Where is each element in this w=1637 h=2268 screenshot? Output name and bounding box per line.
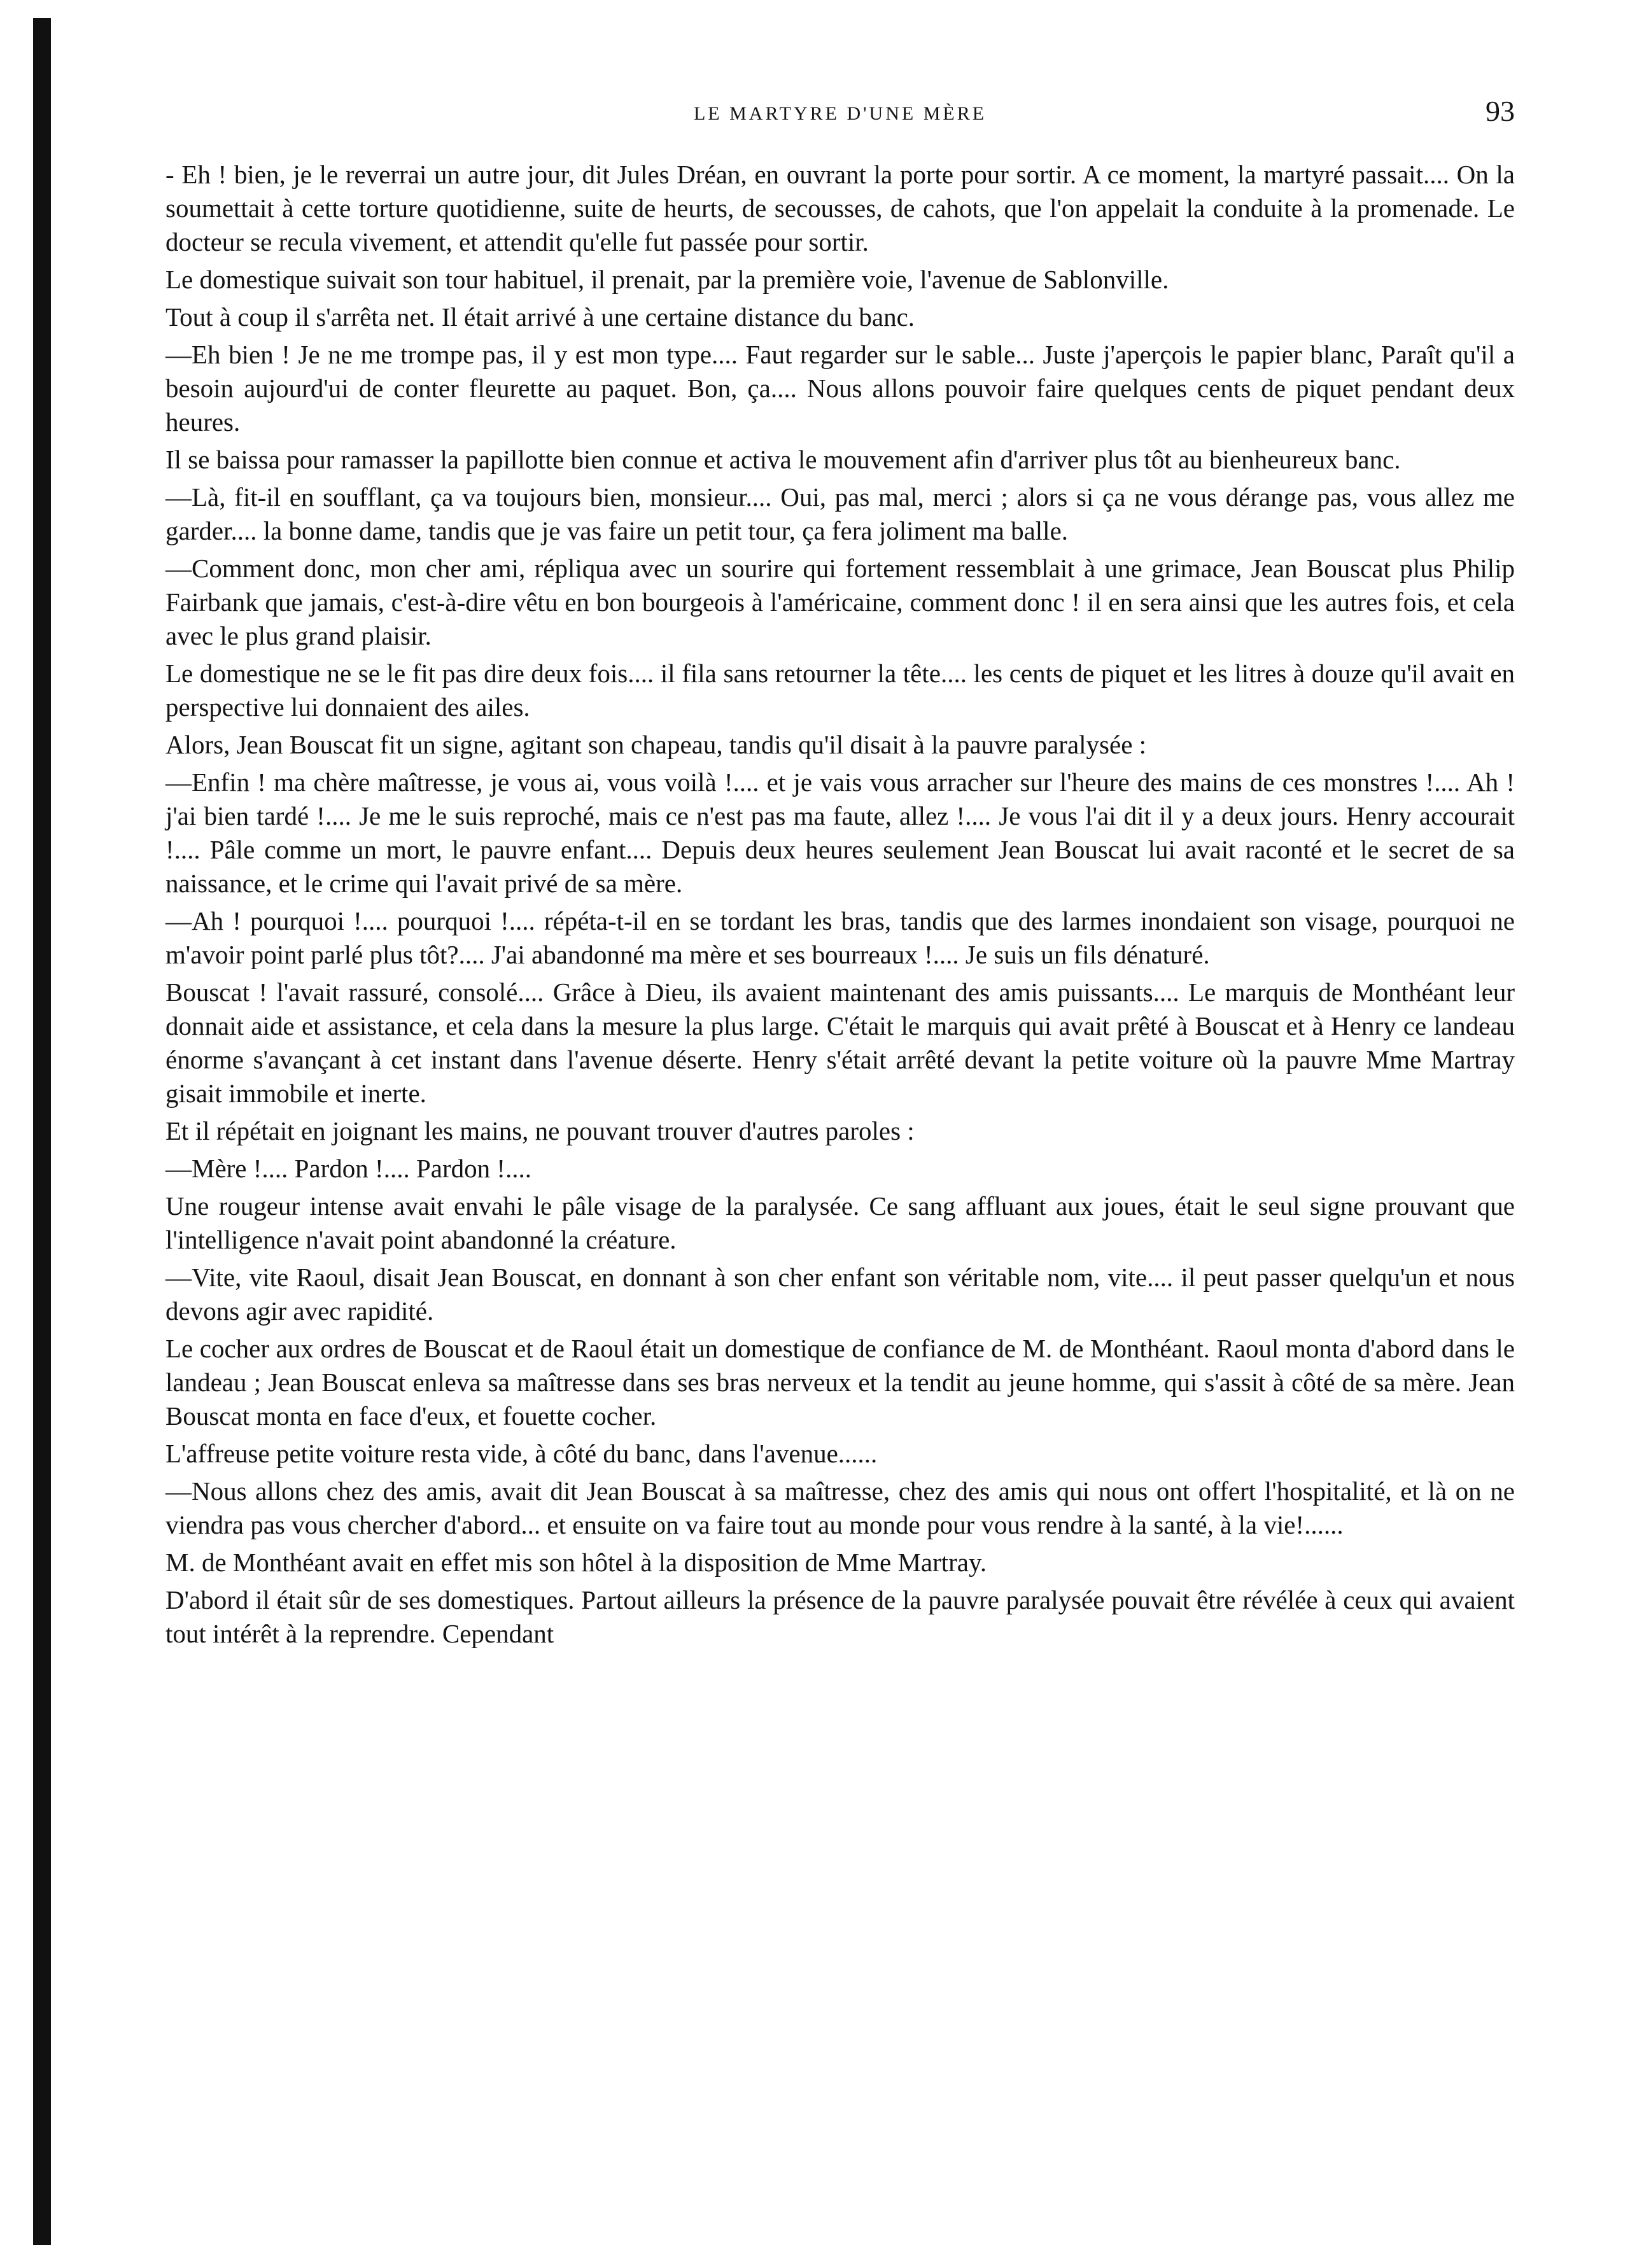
paragraph: - Eh ! bien, je le reverrai un autre jour, dit Jules Dréan, en ouvrant la porte pour sortir. A ce moment, la martyré passait.... On la soumettait à cette torture quotidienne, suite de heurts, de secousses, de cahots, que l'on appelait la conduite à la promenade. Le docteur se recula vivement, et attendit qu'elle fut passée pour sortir. — [165, 160, 1515, 256]
binding-edge-shadow — [33, 18, 51, 2245]
paragraph: —Vite, vite Raoul, disait Jean Bouscat, en donnant à son cher enfant son véritable nom, vite.... il peut passer quelqu'un et nous devons agir avec rapidité. — [165, 1263, 1515, 1326]
paragraph: Alors, Jean Bouscat fit un signe, agitant son chapeau, tandis qu'il disait à la pauvre paralysée : — [165, 730, 1147, 759]
paragraph: —Là, fit-il en soufflant, ça va toujours bien, monsieur.... Oui, pas mal, merci ; alors si ça ne vous dérange pas, vous allez me garder.... la bonne dame, tandis que je vas faire un petit tour, ça fera joliment ma balle. — [165, 482, 1515, 545]
paragraph: —Ah ! pourquoi !.... pourquoi !.... répéta-t-il en se tordant les bras, tandis que des larmes inondaient son visage, pourquoi ne m'avoir point parlé plus tôt?.... J'ai abandonné ma mère et ses bourreaux !.... Je suis un fils dénaturé. — [165, 906, 1515, 969]
body-text — [165, 158, 1515, 1655]
paragraph: Le domestique ne se le fit pas dire deux fois.... il fila sans retourner la tête.... les cents de piquet et les litres à douze qu'il avait en perspective lui donnaient des ailes. — [165, 659, 1515, 722]
paragraph: Tout à coup il s'arrêta net. Il était arrivé à une certaine distance du banc. — [165, 302, 915, 332]
paragraph: M. de Monthéant avait en effet mis son hôtel à la disposition de Mme Martray. — [165, 1548, 987, 1577]
paragraph: Le domestique suivait son tour habituel, il prenait, par la première voie, l'avenue de Sablonville. — [165, 265, 1169, 294]
paragraph: —Mère !.... Pardon !.... Pardon !.... — [165, 1154, 532, 1183]
paragraph: D'abord il était sûr de ses domestiques. Partout ailleurs la présence de la pauvre paralysée pouvait être révélée à ceux qui avaient tout intérêt à la reprendre. Cependant — [165, 1585, 1515, 1648]
page-header — [165, 89, 1515, 140]
paragraph: Le cocher aux ordres de Bouscat et de Raoul était un domestique de confiance de M. de Monthéant. Raoul monta d'abord dans le landeau ; Jean Bouscat enleva sa maîtresse dans ses bras nerveux et la tendit au jeune homme, qui s'assit à côté de sa mère. Jean Bouscat monta en face d'eux, et fouette cocher. — [165, 1334, 1515, 1431]
paragraph: —Eh bien ! Je ne me trompe pas, il y est mon type.... Faut regarder sur le sable... Juste j'aperçois le papier blanc, Paraît qu'il a besoin aujourd'ui de conter fleurette au paquet. Bon, ça.... Nous allons pouvoir faire quelques cents de piquet pendant deux heures. — [165, 340, 1515, 437]
page-number: 93 — [1486, 95, 1515, 127]
paragraph: Une rougeur intense avait envahi le pâle visage de la paralysée. Ce sang affluant aux joues, était le seul signe prouvant que l'intelligence n'avait point abandonné la créature. — [165, 1191, 1515, 1254]
running-title: LE MARTYRE D'UNE MÈRE — [693, 103, 987, 124]
paragraph: Bouscat ! l'avait rassuré, consolé.... Grâce à Dieu, ils avaient maintenant des amis puissants.... Le marquis de Monthéant leur donnait aide et assistance, et cela dans la mesure la plus large. C'était le marquis qui avait prêté à Bouscat et à Henry ce landeau énorme s'avançant à cet instant dans l'avenue déserte. Henry s'était arrêté devant la petite voiture où la pauvre Mme Martray gisait immobile et inerte. — [165, 977, 1515, 1108]
paragraph: Et il répétait en joignant les mains, ne pouvant trouver d'autres paroles : — [165, 1116, 915, 1145]
paragraph: —Nous allons chez des amis, avait dit Jean Bouscat à sa maîtresse, chez des amis qui nous ont offert l'hospitalité, et là on ne viendra pas vous chercher d'abord... et ensuite on va faire tout au monde pour vous rendre à la santé, à la vie!...... — [165, 1476, 1515, 1539]
paragraph: L'affreuse petite voiture resta vide, à côté du banc, dans l'avenue...... — [165, 1439, 878, 1468]
paragraph: —Enfin ! ma chère maîtresse, je vous ai, vous voilà !.... et je vais vous arracher sur l'heure des mains de ces monstres !.... Ah ! j'ai bien tardé !.... Je me le suis reproché, mais ce n'est pas ma faute, allez !.... Je vous l'ai dit il y a deux jours. Henry accourait !.... Pâle comme un mort, le pauvre enfant.... Depuis deux heures seulement Jean Bouscat lui avait raconté et le secret de sa naissance, et le crime qui l'avait privé de sa mère. — [165, 767, 1515, 898]
paragraph: —Comment donc, mon cher ami, répliqua avec un sourire qui fortement ressemblait à une grimace, Jean Bouscat plus Philip Fairbank que jamais, c'est-à-dire vêtu en bon bourgeois à l'américaine, comment donc ! il en sera ainsi que les autres fois, et cela avec le plus grand plaisir. — [165, 554, 1515, 650]
paragraph: Il se baissa pour ramasser la papillotte bien connue et activa le mouvement afin d'arriver plus tôt au bienheureux banc. — [165, 445, 1401, 474]
